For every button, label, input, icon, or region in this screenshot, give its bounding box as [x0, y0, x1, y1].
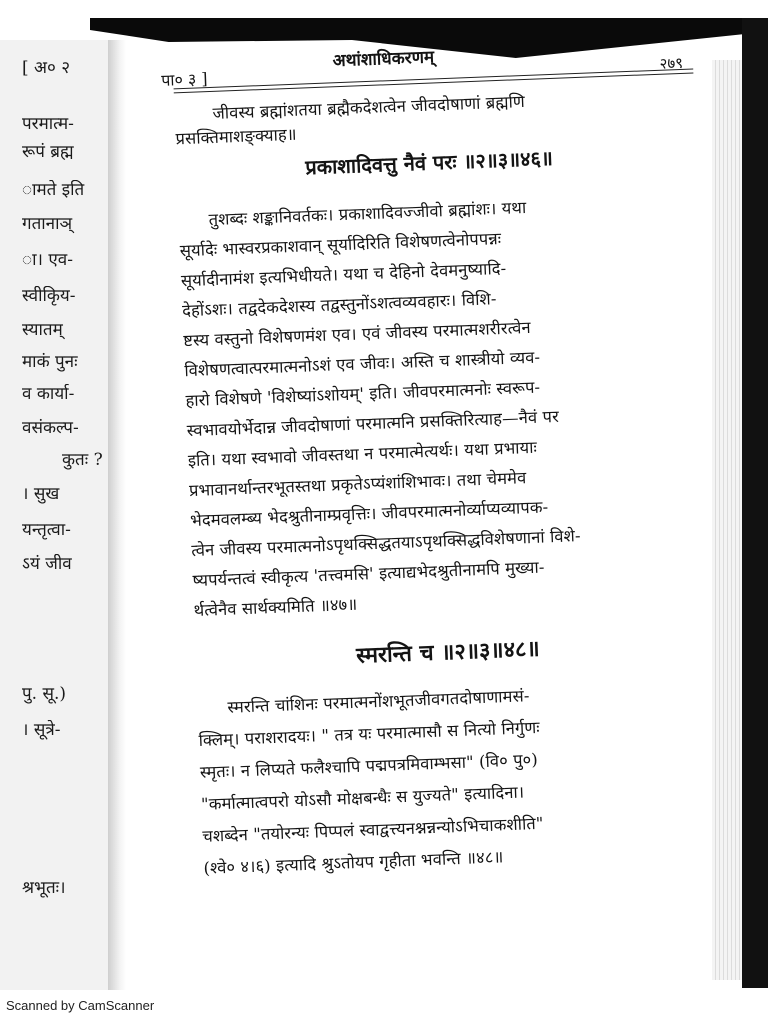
left-page-line: परमात्म- — [22, 114, 74, 134]
commentary-line: चशब्देन "तयोरन्यः पिप्पलं स्वाद्वत्त्यनश्नन्नन्योऽभिचाकशीति" — [201, 813, 544, 846]
left-page — [0, 40, 112, 990]
left-page-line: यन्तृत्वा- — [22, 520, 71, 540]
left-page-line: श्रभूतः। — [22, 878, 66, 898]
commentary-line: त्वेन जीवस्य परमात्मनोऽपृथक्सिद्धतयाऽपृथक्सिद्धविशेषणानां विशे- — [190, 526, 581, 561]
commentary-line: भेदमवलम्ब्य भेदश्रुतीनाम्प्रवृत्तिः। जीवपरमात्मनोर्व्याप्यव्यापक- — [189, 497, 549, 531]
scanner-watermark: Scanned by CamScanner — [6, 998, 155, 1013]
commentary-line: "कर्मात्मात्वपरो योऽसौ मोक्षबन्धैः स युज्यते" इत्यादिना। — [200, 782, 525, 814]
intro-line: प्रसक्तिमाशङ्क्याह॥ — [175, 124, 298, 149]
commentary-line: तुशब्दः शङ्कानिवर्तकः। प्रकाशादिवज्जीवो ब्रह्मांशः। यथा — [208, 197, 527, 230]
left-page-line: व कार्या- — [22, 384, 75, 404]
commentary-line: स्मरन्ति चांशिनः परमात्मनोंशभूतजीवगतदोषाणामसं- — [227, 686, 530, 717]
left-page-line: माकं पुनः — [22, 352, 78, 372]
left-page-line: स्वीकृिय- — [22, 286, 76, 306]
left-page-line: स्यातम् — [22, 320, 63, 340]
commentary-line: विशेषणत्वात्परमात्मनोऽशं एव जीवः। अस्ति च शास्त्रीयो व्यव- — [184, 347, 541, 381]
book-spine — [108, 40, 126, 990]
commentary-line: ष्यपर्यन्तत्वं स्वीकृत्य 'तत्त्वमसि' इत्याद्यभेदश्रुतीनामपि मुख्या- — [192, 557, 545, 591]
commentary-line: सूर्यादेः भास्वरप्रकाशवान् सूर्यादिरिति विशेषणत्वेनोपपन्नः — [179, 228, 502, 261]
left-page-line: [ अ० २ — [22, 58, 71, 78]
commentary-line: इति। यथा स्वभावो जीवस्तथा न परमात्मेत्यर्थः। यथा प्रभायाः — [187, 437, 538, 471]
left-page-line: रूपं ब्रह्म — [22, 142, 74, 162]
sutra-heading: स्मरन्ति च ॥२॥३॥४८॥ — [355, 635, 541, 669]
header-title: अथांशाधिकरणम् — [332, 47, 435, 72]
left-page-line: गतानाञ् — [22, 214, 73, 234]
left-page-line: ऽयं जीव — [22, 554, 72, 574]
commentary-line: क्लिम्। पराशरादयः। " तत्र यः परमात्मासौ स नित्यो निर्गुणः — [198, 717, 541, 750]
page-number: २७९ — [659, 53, 684, 73]
intro-line: जीवस्य ब्रह्मांशतया ब्रह्मैकदेशत्वेन जीवदोषाणां ब्रह्मणि — [212, 91, 526, 123]
left-page-line: ामते इति — [22, 180, 85, 200]
header-section-mark: पा० ३ ] — [160, 69, 208, 90]
left-page-line: वसंकल्प- — [22, 418, 79, 438]
left-page-line: पु. सू.) — [22, 684, 66, 704]
commentary-line: स्मृतः। न लिप्यते फलैश्चापि पद्मपत्रमिवाम्भसा" (वि० पु०) — [199, 749, 539, 782]
commentary-line: (श्वे० ४।६) इत्यादि श्रुऽतोयप गृहीता भवन्ति ॥४८॥ — [203, 847, 504, 878]
commentary-line: ष्टस्य वस्तुनो विशेषणमंश एव। एवं जीवस्य परमात्मशरीरत्वेन — [182, 317, 532, 351]
right-page — [132, 26, 752, 978]
commentary-line: हारो विशेषणे 'विशेष्यांऽशोयम्' इति। जीवपरमात्मनोः स्वरूप- — [185, 377, 541, 411]
commentary-line: सूर्यादीनामंश इत्यभिधीयते। यथा च देहिनो देवमनुष्यादि- — [180, 258, 507, 291]
commentary-line: स्वभावयोर्भेदान्न जीवदोषाणां परमात्मनि प्रसक्तिरित्याह—नैवं पर — [186, 406, 560, 441]
left-page-line: कुतः ? — [62, 450, 103, 470]
sutra-heading: प्रकाशादिवत्तु नैवं परः ॥२॥३॥४६॥ — [304, 145, 554, 180]
commentary-line: देहोंऽशः। तद्वदेकदेशस्य तद्वस्तुनोंऽशत्वव्यवहारः। विशि- — [181, 289, 497, 321]
left-page-line: । सूत्रे- — [22, 720, 61, 740]
commentary-line: प्रभावानर्थान्तरभूतस्तथा प्रकृतेऽप्यंशांशिभावः। तथा चेममेव — [188, 468, 527, 501]
left-page-line: ा। एव- — [22, 250, 73, 270]
left-page-line: । सुख — [22, 484, 60, 504]
commentary-line: र्थत्वेनैव सार्थक्यमिति ॥४७॥ — [193, 594, 358, 621]
